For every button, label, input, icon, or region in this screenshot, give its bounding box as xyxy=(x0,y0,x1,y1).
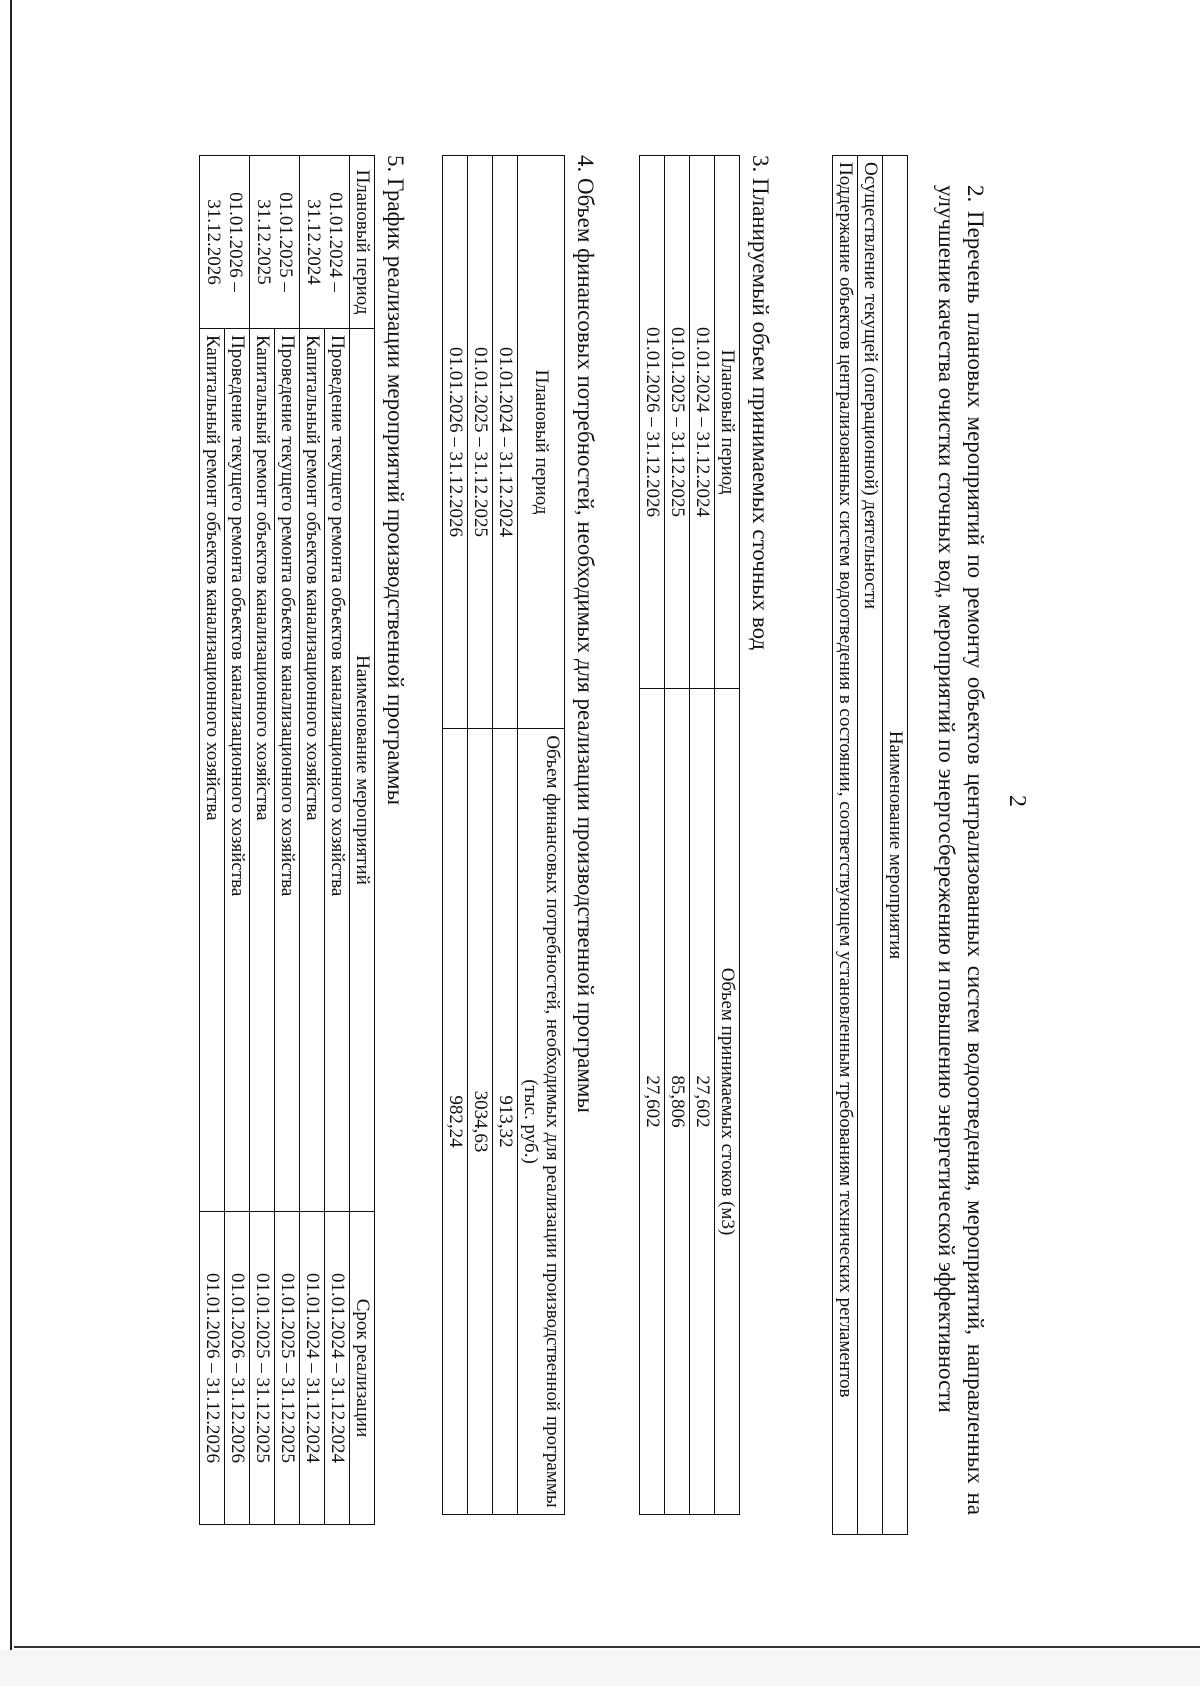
table-row xyxy=(665,156,690,1515)
period-cell: 01.01.2026 – 31.12.2026 xyxy=(200,156,250,329)
wastewater-volume-table xyxy=(639,155,740,1515)
table-row xyxy=(443,156,468,1515)
period-cell: 01.01.2024 – 31.12.2024 xyxy=(690,156,715,689)
measure-cell: Капитальный ремонт объектов канализационного хозяйства xyxy=(300,329,325,1212)
financial-needs-table xyxy=(442,155,565,1515)
period-cell: 01.01.2026 – 31.12.2026 xyxy=(640,156,665,689)
document-page xyxy=(50,35,1170,1595)
page-number: 2 xyxy=(1004,795,1030,807)
measures-table xyxy=(832,155,908,1535)
measure-cell: Проведение текущего ремонта объектов канализационного хозяйства xyxy=(275,329,300,1212)
volume-cell: 27,602 xyxy=(690,689,715,1515)
period-cell: 01.01.2024 – 31.12.2024 xyxy=(300,156,350,329)
table-row xyxy=(640,156,665,1515)
period-cell: 01.01.2025 – 31.12.2025 xyxy=(250,156,300,329)
section4-title: 4. Объем финансовых потребностей, необходимых для реализации производственной программы xyxy=(573,155,598,1113)
table-header-row xyxy=(715,156,740,1515)
measure-cell: Капитальный ремонт объектов канализационного хозяйства xyxy=(200,329,225,1212)
amount-cell: 3034,63 xyxy=(468,729,493,1515)
measures-header: Наименование мероприятий xyxy=(350,329,375,1212)
deadline-cell: 01.01.2024 – 31.12.2024 xyxy=(300,1212,325,1525)
volume-cell: 27,602 xyxy=(640,689,665,1515)
scan-bottom-strip xyxy=(0,1650,1200,1686)
measure-cell: Поддержание объектов централизованных систем водоотведения в состоянии, соответствующем установленным требованиям технических регламентов xyxy=(833,156,858,1535)
section5-title: 5. График реализации мероприятий производственной программы xyxy=(383,155,408,806)
scan-bottom-edge xyxy=(14,1646,1200,1648)
table-row xyxy=(300,156,325,1525)
volume-cell: 85,806 xyxy=(665,689,690,1515)
deadline-header: Срок реализации xyxy=(350,1212,375,1525)
measure-cell: Осуществление текущей (операционной) деятельности xyxy=(858,156,883,1535)
table-row xyxy=(858,156,883,1535)
deadline-cell: 01.01.2025 – 31.12.2025 xyxy=(250,1212,275,1525)
amount-cell: 913,32 xyxy=(493,729,518,1515)
amount-cell: 982,24 xyxy=(443,729,468,1515)
section2-title: 2. Перечень плановых мероприятий по ремонту объектов централизованных систем водоотведения, мероприятий, направленных на улучшение качества очистки сточных вод, мероприятий по энергосбережению и повышению энергетической эффективности xyxy=(934,185,988,1515)
deadline-cell: 01.01.2026 – 31.12.2026 xyxy=(225,1212,250,1525)
table-row xyxy=(468,156,493,1515)
period-cell: 01.01.2024 – 31.12.2024 xyxy=(493,156,518,729)
table-row xyxy=(493,156,518,1515)
period-header: Плановый период xyxy=(518,156,565,729)
financial-volume-header: Объем финансовых потребностей, необходимых для реализации производственной программы (тыс. руб.) xyxy=(518,729,565,1515)
table-header-row xyxy=(883,156,908,1535)
page-content xyxy=(50,35,1170,1595)
deadline-cell: 01.01.2024 – 31.12.2024 xyxy=(325,1212,350,1525)
table-row xyxy=(275,156,300,1525)
measure-cell: Проведение текущего ремонта объектов канализационного хозяйства xyxy=(325,329,350,1212)
table-row xyxy=(200,156,225,1525)
scan-left-edge xyxy=(10,0,12,1650)
schedule-table xyxy=(199,155,375,1525)
measure-name-header: Наименование мероприятия xyxy=(883,156,908,1535)
period-cell: 01.01.2025 – 31.12.2025 xyxy=(468,156,493,729)
volume-header: Объем принимаемых стоков (м3) xyxy=(715,689,740,1515)
table-row xyxy=(225,156,250,1525)
table-row xyxy=(250,156,275,1525)
measure-cell: Проведение текущего ремонта объектов канализационного хозяйства xyxy=(225,329,250,1212)
table-row xyxy=(690,156,715,1515)
period-header: Плановый период xyxy=(350,156,375,329)
table-row xyxy=(833,156,858,1535)
table-row xyxy=(325,156,350,1525)
measure-cell: Капитальный ремонт объектов канализационного хозяйства xyxy=(250,329,275,1212)
section3-title: 3. Планируемый объем принимаемых сточных вод xyxy=(748,155,773,651)
deadline-cell: 01.01.2025 – 31.12.2025 xyxy=(275,1212,300,1525)
deadline-cell: 01.01.2026 – 31.12.2026 xyxy=(200,1212,225,1525)
table-header-row xyxy=(518,156,565,1515)
period-cell: 01.01.2026 – 31.12.2026 xyxy=(443,156,468,729)
period-header: Плановый период xyxy=(715,156,740,689)
period-cell: 01.01.2025 – 31.12.2025 xyxy=(665,156,690,689)
table-header-row xyxy=(350,156,375,1525)
